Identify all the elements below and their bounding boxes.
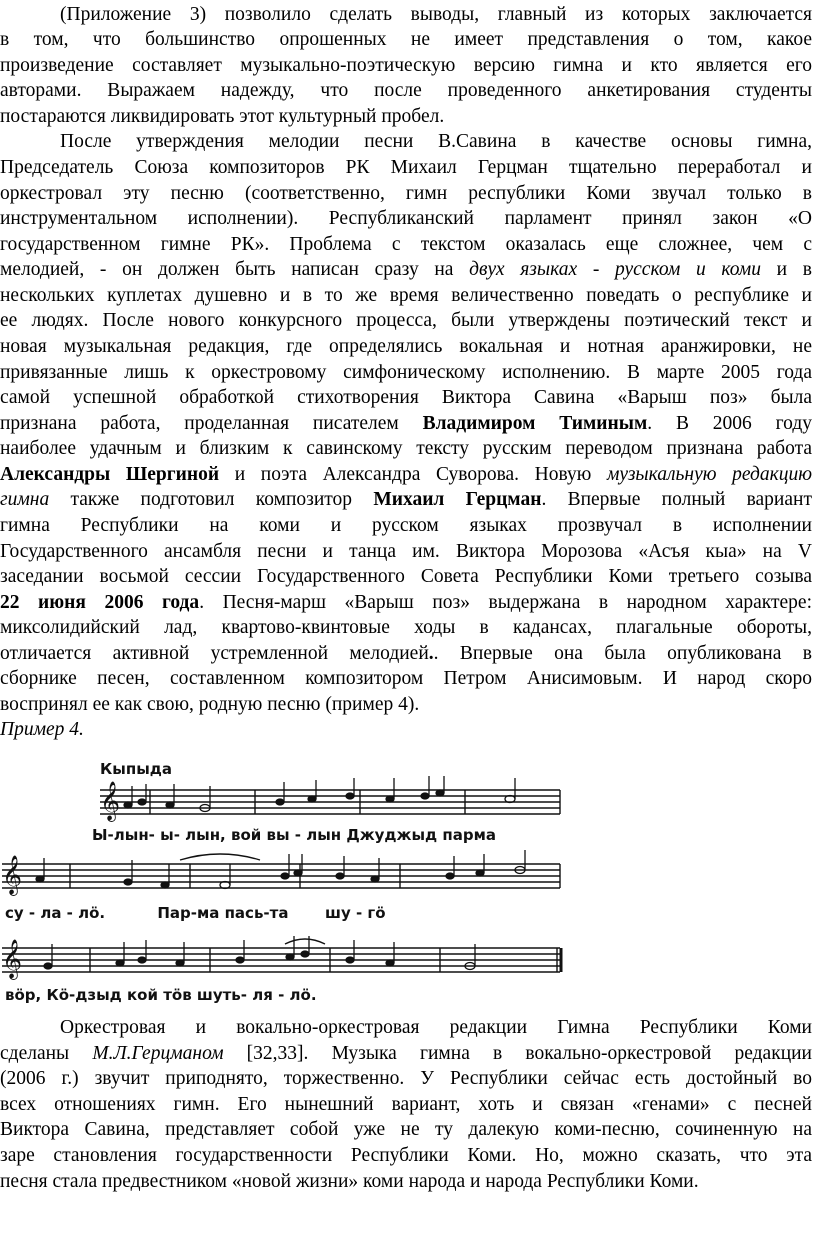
italic-text: гимна <box>0 489 50 510</box>
text-run: . Песня-марш «Варыш поз» выдержана в народном характере: <box>199 592 813 613</box>
text-line: произведение составляет музыкально-поэтическую версию гимна и кто является его <box>0 55 812 76</box>
text-run: признана работа, проделанная писателем <box>0 413 423 434</box>
text-line: заседании восьмой сессии Государственного Совета Республики Коми третьего созыва <box>0 566 812 587</box>
text-line: После утверждения мелодии песни В.Савина в качестве основы гимна, <box>60 131 812 152</box>
text-line: ее людях. После нового конкурсного процесса, были утверждены поэтический текст и <box>0 310 812 331</box>
text-line: сборнике песен, составленном композитором Петром Анисимовым. И народ скоро <box>0 668 812 689</box>
italic-text: М.Л.Герцманом <box>92 1043 224 1064</box>
text-line: нескольких куплетах душевно и в то же время величественно поведать о республике и <box>0 285 812 306</box>
text-line: всех отношениях гимн. Его нынешний вариант, хоть и связан «генами» с песней <box>0 1094 812 1115</box>
text-line: (2006 г.) звучит приподнято, торжественно. У Республики сейчас есть достойный во <box>0 1068 812 1089</box>
text-run: мелодией, - он должен быть написан сразу на <box>0 259 470 280</box>
text-run: также подготовил композитор <box>49 489 374 510</box>
italic-text: двух языках - русском и коми <box>469 259 761 280</box>
text-line: воспринял ее как свою, родную песню (пример 4). <box>0 694 420 715</box>
text-line: Оркестровая и вокально-оркестровая редакции Гимна Республики Коми <box>60 1017 812 1038</box>
text-line: государственном гимне РК». Проблема с текстом оказалась еще сложнее, чем с <box>0 234 812 255</box>
text-line <box>0 463 812 487</box>
text-run: отличается активной устремленной мелодией <box>0 643 429 664</box>
text-line <box>0 412 812 436</box>
text-run: и поэта Александра Суворова. Новую <box>219 464 607 485</box>
bold-text: Владимиром Тиминым <box>422 413 648 434</box>
music-score <box>0 760 816 1010</box>
text-line: самой успешной обработкой стихотворения Виктора Савина «Варыш поз» была <box>0 387 812 408</box>
treble-clef-icon: 𝄞 <box>2 939 23 979</box>
tempo-marking: Кыпыда <box>100 760 172 778</box>
text-line: (Приложение 3) позволило сделать выводы, главный из которых заключается <box>60 4 812 25</box>
text-line: постараются ликвидировать этот культурный пробел. <box>0 106 445 127</box>
text-run: . В 2006 году <box>647 413 812 434</box>
staff-lines <box>2 948 560 972</box>
tie-mark <box>285 939 325 944</box>
lyrics-line: вöр, Кö-дзыд кой тöв шуть- ля - лö. <box>5 986 317 1004</box>
bar-lines <box>70 790 561 972</box>
text-line <box>0 488 812 512</box>
text-line: привязанные лишь к оркестровому симфоническому исполнению. В марте 2005 года <box>0 362 812 383</box>
text-line <box>0 1042 812 1066</box>
tie-mark <box>180 854 260 860</box>
text-line: миксолидийский лад, квартово-квинтовые ходы в кадансах, плагальные обороты, <box>0 617 812 638</box>
text-line <box>0 258 812 282</box>
text-line: в том, что большинство опрошенных не имеет представления о том, какое <box>0 29 812 50</box>
text-line: гимна Республики на коми и русском языках прозвучал в исполнении <box>0 515 812 536</box>
lyrics-line: Ы-лын- ы- лын, вой вы - лын Джуджыд парма <box>92 826 496 844</box>
text-line: новая музыкальная редакция, где определялись вокальная и нотная аранжировки, не <box>0 336 812 357</box>
bold-text: 22 июня 2006 года <box>0 592 200 613</box>
text-line: Виктора Савина, представляет собой уже не ту далекую коми-песню, сочиненную на <box>0 1119 812 1140</box>
text-line <box>0 642 812 666</box>
text-run: и в <box>760 259 812 280</box>
text-run: . Впервые она была опубликована в <box>433 643 812 664</box>
text-line: наиболее удачным и близким к савинскому тексту русским переводом признана работа <box>0 438 812 459</box>
text-line: Государственного ансамбля песни и танца им. Виктора Морозова «Асъя кыа» на V <box>0 541 812 562</box>
text-line: инструментальном исполнении). Республиканский парламент принял закон «О <box>0 208 812 229</box>
bold-text: Александры Шергиной <box>0 464 220 485</box>
text-line <box>0 591 812 615</box>
text-run: [32,33]. Музыка гимна в вокально-оркестровой редакции <box>223 1043 812 1064</box>
treble-clef-icon: 𝄞 <box>100 781 121 821</box>
example-label: Пример 4. <box>0 719 84 740</box>
bold-text: Михаил Герцман <box>373 489 542 510</box>
bold-text: . <box>428 643 434 664</box>
text-line: песня стала предвестником «новой жизни» коми народа и народа Республики Коми. <box>0 1171 699 1192</box>
text-line: авторами. Выражаем надежду, что после проведенного анкетирования студенты <box>0 80 812 101</box>
italic-text: музыкальную редакцию <box>606 464 813 485</box>
treble-clef-icon: 𝄞 <box>2 855 23 895</box>
text-line: оркестровал эту песню (соответственно, гимн республики Коми звучал только в <box>0 183 812 204</box>
text-run: сделаны <box>0 1043 93 1064</box>
text-line: Председатель Союза композиторов РК Михаил Герцман тщательно переработал и <box>0 157 812 178</box>
text-line: заре становления государственности Республики Коми. Но, можно сказать, что эта <box>0 1145 812 1166</box>
lyrics-line: су - ла - лö. Пар-ма пась-та шу - гö <box>5 904 386 922</box>
text-run: . Впервые полный вариант <box>541 489 812 510</box>
